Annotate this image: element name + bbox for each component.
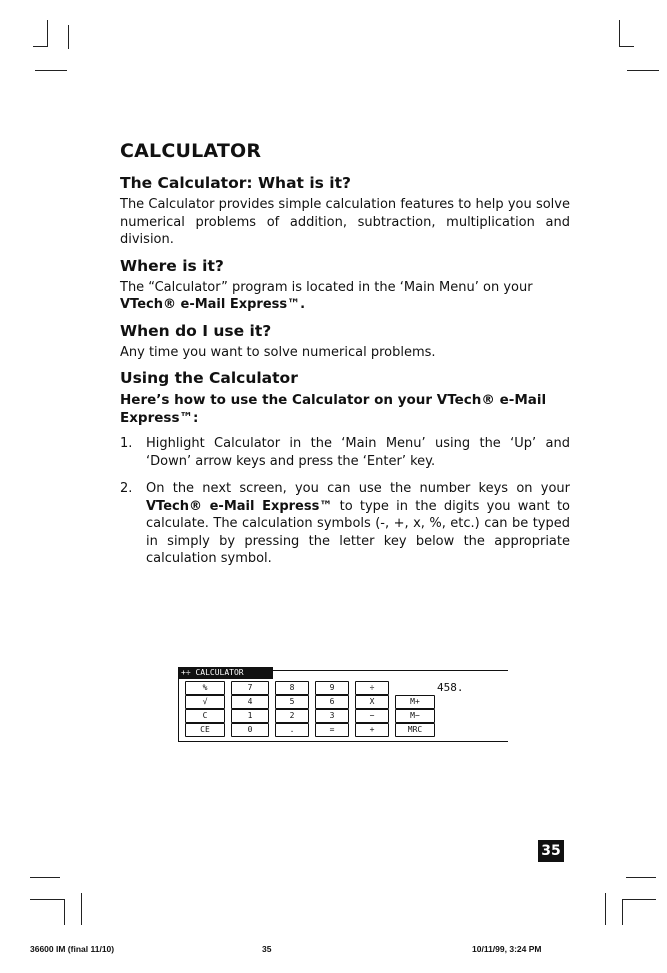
calculator-key: . xyxy=(275,723,309,737)
crop-mark xyxy=(35,70,67,71)
section-body-when: Any time you want to solve numerical problems. xyxy=(120,344,436,360)
product-name: VTech® e-Mail Express™. xyxy=(120,297,306,312)
section-title-when: When do I use it? xyxy=(120,321,272,340)
calculator-key: 8 xyxy=(275,681,309,695)
step-text-pre: On the next screen, you can use the number keys on your xyxy=(146,481,570,496)
crop-mark xyxy=(622,899,656,900)
calculator-top-rule xyxy=(270,670,508,671)
calculator-bottom-rule xyxy=(178,741,508,742)
crop-mark xyxy=(33,46,48,47)
page-number-badge: 35 xyxy=(538,840,564,862)
step-number: 2. xyxy=(120,481,133,496)
step-text-post: to type in the digits you want to calculate. The calculation symbols (-, +, x, %, etc.) can be typed in simply by pressing the letter key below the appropriate calculation symbol. xyxy=(146,498,571,566)
page-title: CALCULATOR xyxy=(120,140,262,162)
crop-mark xyxy=(619,46,634,47)
calculator-key: 9 xyxy=(315,681,349,695)
product-name: VTech® e-Mail Express™ xyxy=(146,498,333,514)
crop-mark xyxy=(622,899,623,925)
calculator-key: CE xyxy=(185,723,225,737)
footer-left: 36600 IM (final 11/10) xyxy=(30,944,115,954)
section-body-what: The Calculator provides simple calculation features to help you solve numerical problems of addition, subtraction, multiplication and division. xyxy=(120,197,570,247)
where-text: The “Calculator” program is located in the ‘Main Menu’ on your xyxy=(120,279,533,295)
calculator-key: = xyxy=(315,723,349,737)
calculator-key: M− xyxy=(395,709,435,723)
crop-mark xyxy=(81,893,82,925)
step-2 xyxy=(120,480,570,568)
step-number: 1. xyxy=(120,436,133,451)
section-title-what: The Calculator: What is it? xyxy=(120,174,352,192)
calculator-key: 5 xyxy=(275,695,309,709)
calculator-key: MRC xyxy=(395,723,435,737)
calculator-key: % xyxy=(185,681,225,695)
calculator-key: ÷ xyxy=(355,681,389,695)
crop-mark xyxy=(68,25,69,49)
calculator-key: 6 xyxy=(315,695,349,709)
section-body-where xyxy=(120,279,570,314)
calculator-key: C xyxy=(185,709,225,723)
calculator-left-frame xyxy=(178,679,179,742)
step-text: Highlight Calculator in the ‘Main Menu’ using the ‘Up’ and ‘Down’ arrow keys and press the ‘Enter’ key. xyxy=(146,436,570,469)
crop-mark xyxy=(626,877,656,878)
calculator-key: 4 xyxy=(231,695,269,709)
crop-mark xyxy=(47,20,48,47)
calculator-key: 2 xyxy=(275,709,309,723)
crop-mark xyxy=(627,70,659,71)
crop-mark xyxy=(30,877,60,878)
calculator-key: X xyxy=(355,695,389,709)
step-1 xyxy=(120,435,570,470)
section-title-using: Using the Calculator xyxy=(120,369,298,387)
section-title-where: Where is it? xyxy=(120,256,224,275)
crop-mark xyxy=(64,899,65,925)
page-content xyxy=(120,140,570,578)
calculator-key: + xyxy=(355,723,389,737)
footer-right: 10/11/99, 3:24 PM xyxy=(472,944,542,954)
crop-mark xyxy=(605,893,606,925)
crop-mark xyxy=(30,899,64,900)
steps-list xyxy=(120,435,570,568)
calculator-key: M+ xyxy=(395,695,435,709)
calculator-display: 458. xyxy=(437,681,464,694)
calculator-key: √ xyxy=(185,695,225,709)
calculator-key: 0 xyxy=(231,723,269,737)
calculator-key: 3 xyxy=(315,709,349,723)
crop-mark xyxy=(619,20,620,46)
calculator-title-bar: +÷ CALCULATOR xyxy=(178,667,273,679)
calculator-key: 7 xyxy=(231,681,269,695)
calculator-key: 1 xyxy=(231,709,269,723)
calculator-screen xyxy=(175,667,508,745)
footer-center: 35 xyxy=(262,944,272,954)
section-subtitle-using: Here’s how to use the Calculator on your VTech® e-Mail Express™: xyxy=(120,392,547,426)
calculator-key: − xyxy=(355,709,389,723)
